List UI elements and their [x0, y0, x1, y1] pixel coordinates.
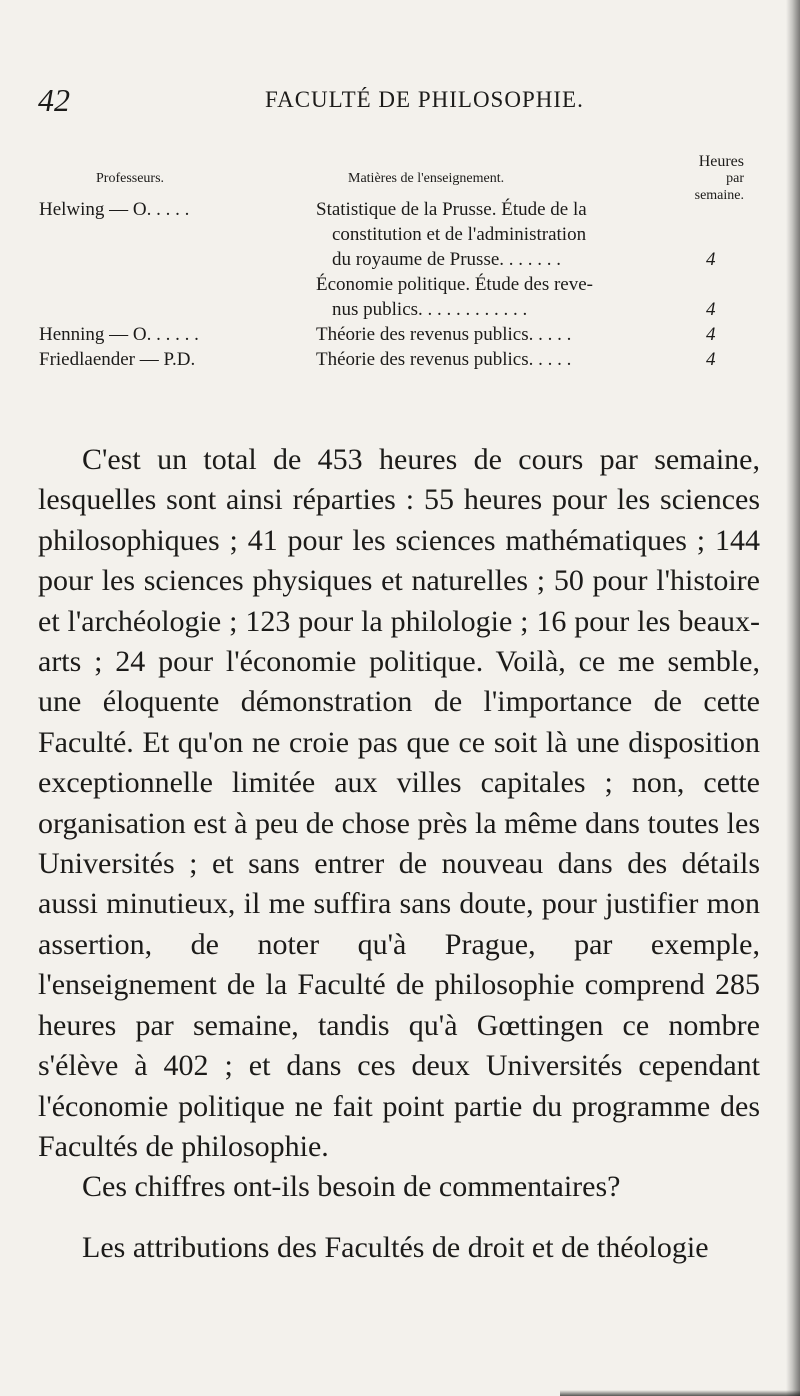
- table-row-subject-line: constitution et de l'administration: [332, 224, 587, 245]
- table-row-subject-line: du royaume de Prusse. . . . . . .: [332, 249, 562, 270]
- hours-header-line: par: [726, 171, 744, 186]
- table-row-subject-line: Théorie des revenus publics. . . . .: [316, 349, 572, 370]
- hours-header-line: Heures: [698, 153, 744, 170]
- page-edge-shadow: [786, 0, 800, 1396]
- hours-header-line: semaine.: [694, 188, 744, 203]
- table-row-subject-line: nus publics. . . . . . . . . . . .: [332, 299, 528, 320]
- body-text: [38, 440, 760, 1268]
- table-row-subject-line: Économie politique. Étude des reve-: [316, 274, 593, 295]
- running-title: FACULTÉ DE PHILOSOPHIE.: [265, 87, 584, 112]
- paragraph: Les attributions des Facultés de droit et de théologie: [82, 1230, 709, 1264]
- table-row-hours: 4: [706, 299, 716, 320]
- table-row-hours: 4: [706, 324, 716, 345]
- paragraph: C'est un total de 453 heures de cours par semaine, lesquelles sont ainsi réparties : 55 heures pour les sciences philosophiques ; 41 pour les sciences mathématiques ; 144 pour les sciences physiques et naturelles ; 50 pour l'histoire et l'archéologie ; 123 pour la philologie ; 16 pour les beaux-arts ; 24 pour l'économie politique. Voilà, ce me semble, une éloquente démonstration de l'importance de cette Faculté. Et qu'on ne croie pas que ce soit là une disposition exceptionnelle limitée aux villes capitales ; non, cette organisation est à peu de chose près la même dans toutes les Universités ; et sans entrer de nouveau dans des détails aussi minutieux, il me suffira sans doute, pour justifier mon assertion, de noter qu'à Prague, par exemple, l'enseignement de la Faculté de philosophie comprend 285 heures par semaine, tandis qu'à Gœttingen ce nombre s'élève à 402 ; et dans ces deux Universités cependant l'économie politique ne fait point partie du programme des Facultés de philosophie.: [38, 443, 760, 1163]
- paragraph: Ces chiffres ont-ils besoin de commentaires?: [82, 1170, 621, 1204]
- table-row-professor: Friedlaender — P.D.: [39, 349, 196, 370]
- table-row-hours: 4: [706, 249, 716, 270]
- table-row-professor: Henning — O. . . . . .: [39, 324, 199, 345]
- column-header-professors: Professeurs.: [96, 171, 165, 186]
- table-row-hours: 4: [706, 349, 716, 370]
- table-row-subject-line: Statistique de la Prusse. Étude de la: [316, 199, 587, 220]
- column-header-subjects: Matières de l'enseignement.: [348, 171, 505, 186]
- page-bottom-shadow: [560, 1390, 800, 1396]
- table-row-professor: Helwing — O. . . . .: [39, 199, 190, 220]
- table-row-subject-line: Théorie des revenus publics. . . . .: [316, 324, 572, 345]
- page-number: 42: [38, 82, 70, 118]
- column-header-hours: [680, 153, 744, 204]
